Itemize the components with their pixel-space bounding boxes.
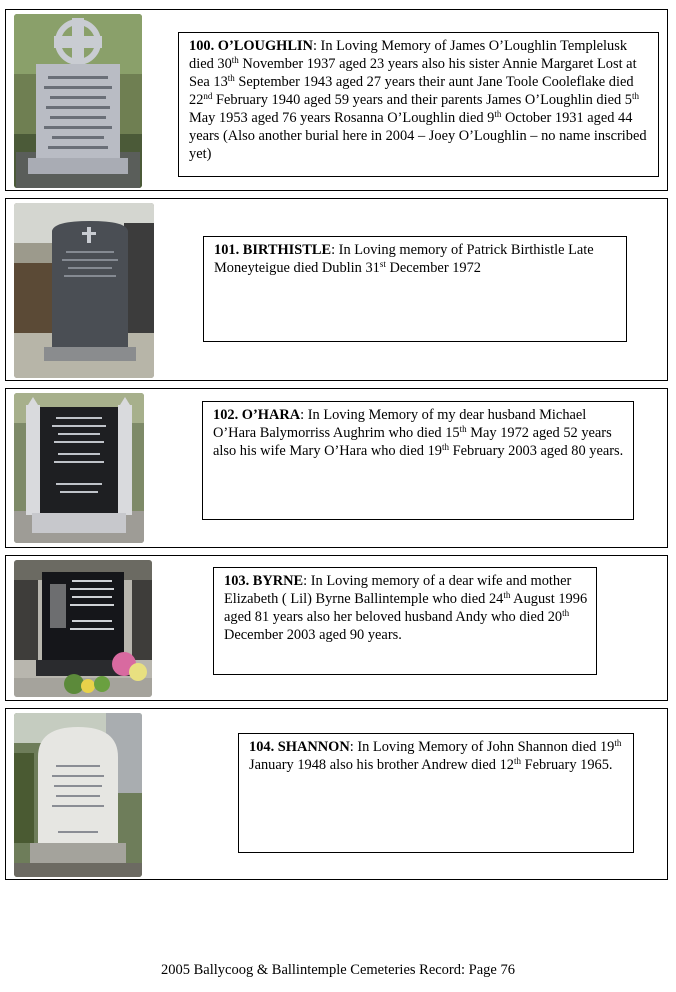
ordinal-suffix: th: [614, 738, 622, 748]
inscription-box-102: [202, 401, 634, 520]
inscription-text: : In Loving Memory of James O’Loughlin Templelusk died 30th November 1937 aged 23 years also his sister Annie Margaret Lost at Sea 13th September 1943 aged 27 years their aunt Jane Toole Cooleflake died 22nd February 1940 aged 59 years and their parents James O’Loughlin died 5th May 1953 aged 76 years Rosanna O’Loughlin died 9th October 1931 aged 44 years (Also another burial here in 2004 – Joey O’Loughlin – no name inscribed yet): [189, 38, 647, 162]
grave-entry-104: [5, 708, 668, 880]
grave-entry-101: [5, 198, 668, 381]
inscription-text: : In Loving Memory of John Shannon died 19th January 1948 also his brother Andrew died 12th February 1965.: [249, 738, 622, 773]
headstone-photo-100: [14, 14, 142, 188]
entry-heading: 102. O’HARA: [213, 407, 301, 423]
entry-heading: 103. BYRNE: [224, 573, 304, 589]
ordinal-suffix: th: [231, 55, 239, 65]
inscription-box-104: [238, 733, 634, 853]
ordinal-suffix: nd: [203, 91, 213, 101]
inscription-box-101: [203, 236, 627, 342]
headstone-photo-102: [14, 393, 144, 543]
white-headstone-icon: [14, 713, 142, 877]
grave-entry-102: [5, 388, 668, 548]
black-headstone-with-flowers-icon: [14, 560, 152, 697]
ordinal-suffix: th: [503, 590, 511, 600]
celtic-cross-headstone-icon: [14, 14, 142, 188]
ordinal-suffix: th: [227, 73, 235, 83]
inscription-box-103: [213, 567, 597, 675]
ordinal-suffix: th: [562, 608, 570, 618]
granite-headstone-icon: [14, 203, 154, 378]
ordinal-suffix: th: [494, 109, 502, 119]
headstone-photo-104: [14, 713, 142, 877]
entry-heading: 101. BIRTHISTLE: [214, 242, 332, 258]
ordinal-suffix: th: [513, 756, 521, 766]
inscription-text: : In Loving Memory of my dear husband Michael O’Hara Balymorriss Aughrim who died 15th May 1972 aged 52 years also his wife Mary O’Hara who died 19th February 2003 aged 80 years.: [213, 407, 624, 459]
black-marble-headstone-icon: [14, 393, 144, 543]
ordinal-suffix: st: [379, 259, 386, 269]
ordinal-suffix: th: [442, 442, 450, 452]
headstone-photo-103: [14, 560, 152, 697]
inscription-text: : In Loving memory of a dear wife and mother Elizabeth ( Lil) Byrne Ballintemple who died 24th August 1996 aged 81 years also her beloved husband Andy who died 20th December 2003 aged 90 years.: [224, 573, 588, 643]
headstone-photo-101: [14, 203, 154, 378]
grave-entry-103: [5, 555, 668, 701]
page-footer: 2005 Ballycoog & Ballintemple Cemeteries Record: Page 76: [161, 962, 515, 978]
entry-heading: 100. O’LOUGHLIN: [189, 38, 313, 54]
grave-entry-100: [5, 9, 668, 191]
entry-heading: 104. SHANNON: [249, 739, 350, 755]
ordinal-suffix: th: [459, 424, 467, 434]
ordinal-suffix: th: [632, 91, 640, 101]
inscription-text: : In Loving memory of Patrick Birthistle Late Moneyteigue died Dublin 31st December 1972: [214, 242, 594, 276]
inscription-box-100: [178, 32, 659, 177]
